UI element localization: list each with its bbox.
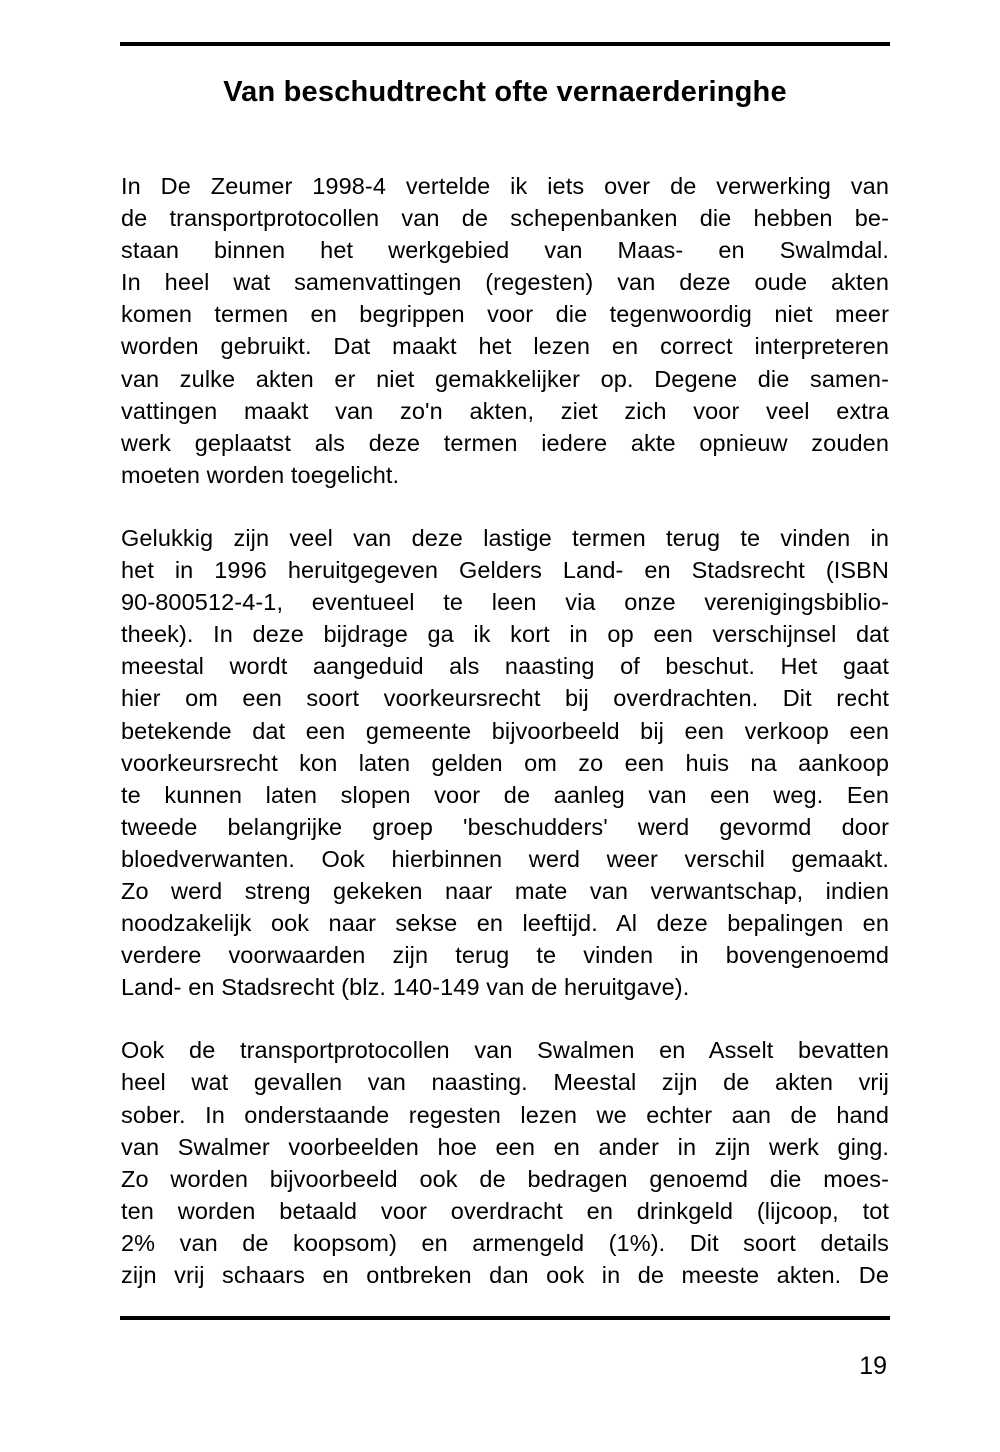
article-body: [121, 170, 889, 1291]
text-line: noodzakelijk ook naar sekse en leeftijd. Al deze bepalingen en: [121, 910, 889, 937]
paragraph-1: [121, 170, 889, 491]
paragraph-2: [121, 522, 889, 1003]
text-line: In De Zeumer 1998-4 vertelde ik iets over de verwerking van: [121, 173, 889, 199]
paragraph-gap: [121, 491, 889, 522]
text-line: te kunnen laten slopen voor de aanleg van een weg. Een: [121, 781, 889, 808]
text-line: tweede belangrijke groep 'beschudders' werd gevormd door: [121, 813, 889, 840]
text-line: het in 1996 heruitgegeven Gelders Land- en Stadsrecht (ISBN: [121, 557, 889, 584]
text-line: Zo werd streng gekeken naar mate van verwantschap, indien: [121, 877, 889, 904]
text-line: verdere voorwaarden zijn terug te vinden in bovengenoemd: [121, 942, 889, 969]
text-line: In heel wat samenvattingen (regesten) van deze oude akten: [121, 269, 889, 296]
text-line: werk geplaatst als deze termen iedere akte opnieuw zouden: [121, 429, 889, 456]
article-title: Van beschudtrecht ofte vernaerderinghe: [223, 76, 787, 108]
text-line: voorkeursrecht kon laten gelden om zo een huis na aankoop: [121, 749, 889, 776]
text-line: Gelukkig zijn veel van deze lastige termen terug te vinden in: [121, 524, 889, 551]
text-line: hier om een soort voorkeursrecht bij overdrachten. Dit recht: [121, 685, 889, 712]
text-line: meestal wordt aangeduid als naasting of beschut. Het gaat: [121, 653, 889, 680]
text-line: moeten worden toegelicht.: [121, 461, 400, 488]
text-line: worden gebruikt. Dat maakt het lezen en correct interpreteren: [121, 333, 889, 360]
bottom-rule: [120, 1316, 890, 1320]
page-number: 19: [859, 1352, 887, 1380]
text-line: van Swalmer voorbeelden hoe een en ander in zijn werk ging.: [121, 1133, 889, 1160]
paragraph-gap: [121, 1003, 889, 1034]
text-line: heel wat gevallen van naasting. Meestal zijn de akten vrij: [121, 1069, 889, 1096]
text-line: Land- en Stadsrecht (blz. 140-149 van de heruitgave).: [121, 974, 690, 1001]
text-line: de transportprotocollen van de schepenbanken die hebben be-: [121, 205, 889, 232]
text-line: komen termen en begrippen voor die tegenwoordig niet meer: [121, 301, 889, 328]
text-line: zijn vrij schaars en ontbreken dan ook in de meeste akten. De: [121, 1262, 889, 1288]
text-line: bloedverwanten. Ook hierbinnen werd weer verschil gemaakt.: [121, 845, 889, 872]
text-line: 2% van de koopsom) en armengeld (1%). Dit soort details: [121, 1229, 889, 1256]
paragraph-3: [121, 1034, 889, 1291]
text-line: betekende dat een gemeente bijvoorbeeld bij een verkoop een: [121, 717, 889, 744]
text-line: staan binnen het werkgebied van Maas- en Swalmdal.: [121, 237, 889, 264]
text-line: vattingen maakt van zo'n akten, ziet zich voor veel extra: [121, 397, 889, 424]
text-line: ten worden betaald voor overdracht en drinkgeld (lijcoop, tot: [121, 1197, 889, 1224]
text-line: Ook de transportprotocollen van Swalmen en Asselt bevatten: [121, 1037, 889, 1064]
text-line: theek). In deze bijdrage ga ik kort in op een verschijnsel dat: [121, 621, 889, 648]
text-line: Zo worden bijvoorbeeld ook de bedragen genoemd die moes-: [121, 1165, 889, 1192]
text-line: 90-800512-4-1, eventueel te leen via onze verenigingsbiblio-: [121, 589, 889, 616]
top-rule: [120, 42, 890, 46]
text-line: sober. In onderstaande regesten lezen we echter aan de hand: [121, 1101, 889, 1128]
text-line: van zulke akten er niet gemakkelijker op. Degene die samen-: [121, 365, 889, 392]
